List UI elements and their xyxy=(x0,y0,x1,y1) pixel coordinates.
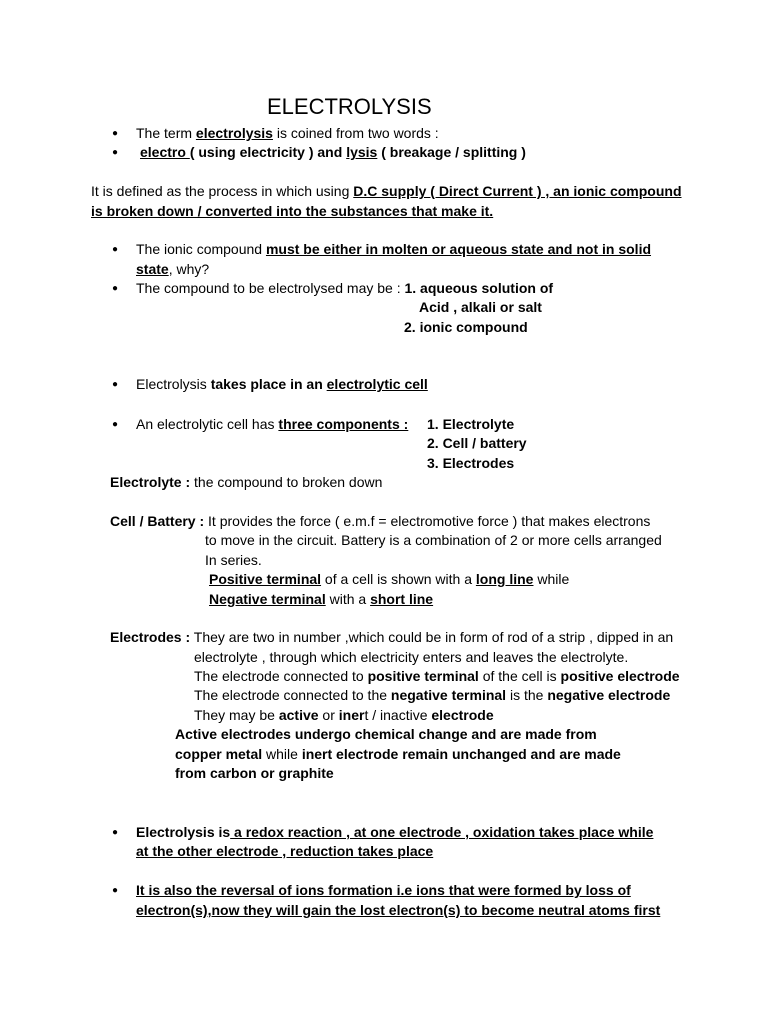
redox-line-2: at the other electrode , reduction takes place xyxy=(136,843,434,859)
electrodes-line-8: from carbon or graphite xyxy=(175,765,334,781)
electrolysed-line-1: The compound to be electrolysed may be : 1. aqueous solution of xyxy=(136,280,554,296)
electrolyte-definition: Electrolyte : the compound to broken down xyxy=(110,474,383,490)
state-line-1: The ionic compound must be either in molten or aqueous state and not in solid xyxy=(136,241,652,257)
bullet-icon: ● xyxy=(112,147,119,158)
negative-terminal-line: Negative terminal with a short line xyxy=(209,591,434,607)
electrodes-line-3: The electrode connected to positive terminal of the cell is positive electrode xyxy=(194,668,680,684)
redox-line-1: Electrolysis is a redox reaction , at one electrode , oxidation takes place while xyxy=(136,824,654,840)
electrodes-line-7: copper metal while inert electrode remain unchanged and are made xyxy=(175,746,621,762)
components-line: An electrolytic cell has three components : xyxy=(136,416,409,432)
reversal-line-1: It is also the reversal of ions formation i.e ions that were formed by loss of xyxy=(136,882,631,898)
term-electrolysis: electrolysis xyxy=(195,125,273,141)
bullet-icon: ● xyxy=(112,379,119,390)
electrodes-line-4: The electrode connected to the negative terminal is the negative electrode xyxy=(194,687,671,703)
component-item: 1. Electrolyte xyxy=(427,416,515,432)
electrodes-line-1: Electrodes : They are two in number ,which could be in form of rod of a strip , dipped in an xyxy=(110,629,674,645)
electrodes-line-5: They may be active or inert / inactive electrode xyxy=(194,707,494,723)
electrodes-line-2: electrolyte , through which electricity enters and leaves the electrolyte. xyxy=(194,649,629,665)
electrolysed-option-1b: Acid , alkali or salt xyxy=(419,299,542,315)
electrolysed-option-2: 2. ionic compound xyxy=(404,319,528,335)
page-title: ELECTROLYSIS xyxy=(267,94,432,119)
cell-place-line: Electrolysis takes place in an electrolytic cell xyxy=(136,376,428,392)
positive-terminal-line: Positive terminal of a cell is shown with a long line while xyxy=(209,571,570,587)
battery-line-1: Cell / Battery : It provides the force ( e.m.f = electromotive force ) that makes electrons xyxy=(110,513,651,529)
state-line-2: state, why? xyxy=(136,261,210,277)
battery-line-3: In series. xyxy=(205,552,262,568)
bullet-icon: ● xyxy=(112,283,119,294)
definition-line-1: It is defined as the process in which using D.C supply ( Direct Current ) , an ionic compound xyxy=(91,183,682,199)
term-origin-line: The term electrolysis is coined from two words : xyxy=(136,125,439,141)
definition-line-2: is broken down / converted into the substances that make it. xyxy=(91,203,494,219)
bullet-icon: ● xyxy=(112,244,119,255)
reversal-line-2: electron(s),now they will gain the lost electron(s) to become neutral atoms first xyxy=(136,902,661,918)
component-item: 2. Cell / battery xyxy=(427,435,527,451)
bullet-icon: ● xyxy=(112,827,119,838)
component-item: 3. Electrodes xyxy=(427,455,515,471)
battery-line-2: to move in the circuit. Battery is a combination of 2 or more cells arranged xyxy=(205,532,662,548)
bullet-icon: ● xyxy=(112,128,119,139)
bullet-icon: ● xyxy=(112,885,119,896)
word-split-line: electro ( using electricity ) and lysis ( breakage / splitting ) xyxy=(140,144,526,160)
bullet-icon: ● xyxy=(112,419,119,430)
electrodes-line-6: Active electrodes undergo chemical change and are made from xyxy=(175,726,597,742)
